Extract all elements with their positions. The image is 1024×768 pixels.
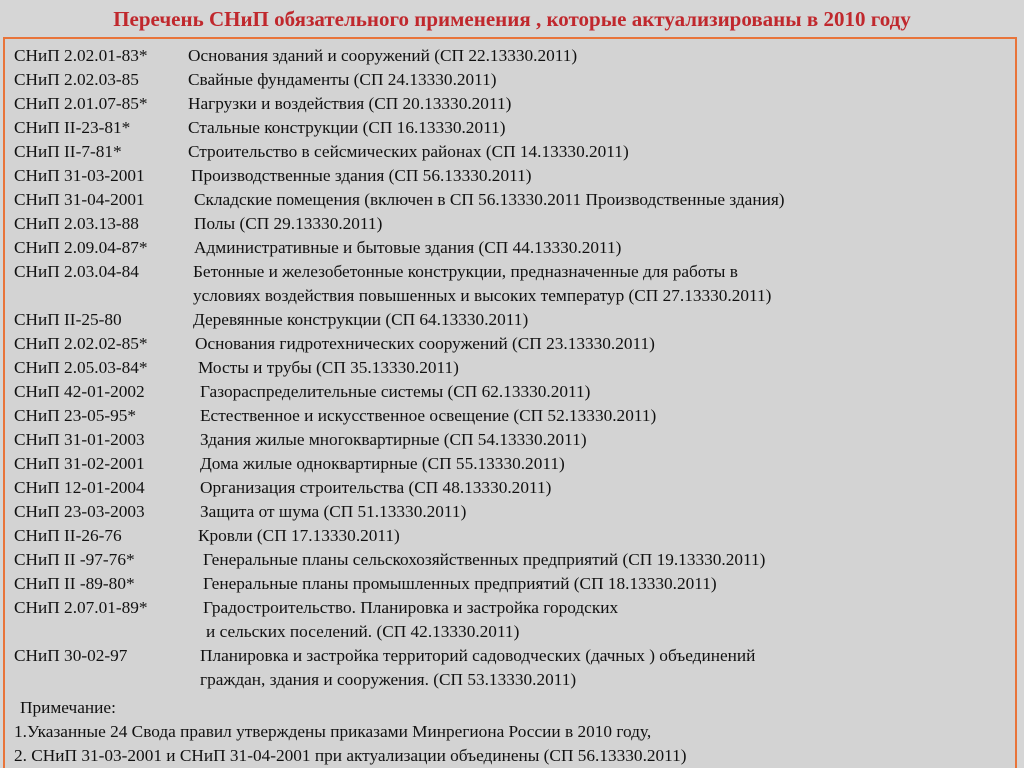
snip-description: Складские помещения (включен в СП 56.13330.2011 Производственные здания) <box>194 190 785 209</box>
snip-list <box>14 44 1004 768</box>
snip-description: Стальные конструкции (СП 16.13330.2011) <box>188 118 506 137</box>
list-item <box>14 452 1004 476</box>
snip-description: Дома жилые одноквартирные (СП 55.13330.2011) <box>200 454 565 473</box>
list-item <box>14 68 1004 92</box>
snip-description: Естественное и искусственное освещение (СП 52.13330.2011) <box>200 406 657 425</box>
snip-description: Строительство в сейсмических районах (СП 14.13330.2011) <box>188 142 629 161</box>
snip-code: СНиП 23-05-95* <box>14 406 137 425</box>
note-item: 2. СНиП 31-03-2001 и СНиП 31-04-2001 при актуализации объединены (СП 56.13330.2011) <box>14 746 687 765</box>
list-item <box>14 500 1004 524</box>
snip-code: СНиП II-26-76 <box>14 526 122 545</box>
list-item <box>14 548 1004 572</box>
list-item <box>14 308 1004 332</box>
list-item <box>14 92 1004 116</box>
snip-description: Здания жилые многоквартирные (СП 54.13330.2011) <box>200 430 587 449</box>
snip-code: СНиП 31-02-2001 <box>14 454 145 473</box>
snip-description-line2: граждан, здания и сооружения. (СП 53.13330.2011) <box>200 670 577 689</box>
snip-code: СНиП 2.09.04-87* <box>14 238 148 257</box>
snip-description: Защита от шума (СП 51.13330.2011) <box>200 502 467 521</box>
list-item <box>14 428 1004 452</box>
list-item <box>14 356 1004 380</box>
snip-description: Административные и бытовые здания (СП 44.13330.2011) <box>194 238 622 257</box>
snip-description-line2: условиях воздействия повышенных и высоких температур (СП 27.13330.2011) <box>193 286 772 305</box>
list-item <box>14 596 1004 644</box>
list-item <box>14 116 1004 140</box>
snip-code: СНиП 2.01.07-85* <box>14 94 148 113</box>
snip-code: СНиП 31-04-2001 <box>14 190 145 209</box>
snip-description: Генеральные планы сельскохозяйственных предприятий (СП 19.13330.2011) <box>203 550 766 569</box>
snip-description <box>193 260 771 308</box>
snip-code: СНиП 23-03-2003 <box>14 502 145 521</box>
list-item <box>14 380 1004 404</box>
snip-description: Мосты и трубы (СП 35.13330.2011) <box>198 358 459 377</box>
list-item <box>14 572 1004 596</box>
snip-description: Организация строительства (СП 48.13330.2011) <box>200 478 552 497</box>
snip-code: СНиП II -97-76* <box>14 550 135 569</box>
list-item <box>14 212 1004 236</box>
snip-description: Свайные фундаменты (СП 24.13330.2011) <box>188 70 497 89</box>
snip-description: Газораспределительные системы (СП 62.13330.2011) <box>200 382 591 401</box>
list-item <box>14 164 1004 188</box>
note-item: 1.Указанные 24 Свода правил утверждены приказами Минрегиона России в 2010 году, <box>14 722 652 741</box>
snip-description: Кровли (СП 17.13330.2011) <box>198 526 400 545</box>
snip-code: СНиП 42-01-2002 <box>14 382 145 401</box>
snip-description: Основания зданий и сооружений (СП 22.13330.2011) <box>188 46 578 65</box>
list-item <box>14 404 1004 428</box>
snip-description: Деревянные конструкции (СП 64.13330.2011) <box>193 310 529 329</box>
list-item <box>14 332 1004 356</box>
snip-description-line1: Градостроительство. Планировка и застройка городских <box>203 598 619 617</box>
snip-description: Полы (СП 29.13330.2011) <box>194 214 383 233</box>
snip-code: СНиП 2.03.13-88 <box>14 214 139 233</box>
snip-code: СНиП II-25-80 <box>14 310 122 329</box>
snip-description-line1: Бетонные и железобетонные конструкции, предназначенные для работы в <box>193 262 738 281</box>
list-item <box>14 44 1004 68</box>
snip-code: СНиП 2.02.02-85* <box>14 334 148 353</box>
list-item <box>14 644 1004 692</box>
list-item <box>14 260 1004 308</box>
snip-code: СНиП 12-01-2004 <box>14 478 145 497</box>
list-item <box>14 188 1004 212</box>
page-title: Перечень СНиП обязательного применения , которые актуализированы в 2010 году <box>113 7 911 31</box>
snip-description <box>200 644 755 692</box>
note-heading: Примечание: <box>20 698 116 717</box>
snip-description-line2: и сельских поселений. (СП 42.13330.2011) <box>206 622 520 641</box>
title-bar <box>0 0 1024 36</box>
list-item <box>14 236 1004 260</box>
snip-description: Основания гидротехнических сооружений (СП 23.13330.2011) <box>195 334 655 353</box>
list-item <box>14 140 1004 164</box>
snip-description: Нагрузки и воздействия (СП 20.13330.2011) <box>188 94 512 113</box>
snip-code: СНиП 2.07.01-89* <box>14 598 148 617</box>
snip-code: СНиП 31-03-2001 <box>14 166 145 185</box>
snip-code: СНиП II -89-80* <box>14 574 135 593</box>
snip-code: СНиП 2.03.04-84 <box>14 262 139 281</box>
snip-description <box>203 596 618 644</box>
snip-code: СНиП II-7-81* <box>14 142 122 161</box>
snip-code: СНиП II-23-81* <box>14 118 131 137</box>
snip-code: СНиП 30-02-97 <box>14 646 128 665</box>
snip-description: Производственные здания (СП 56.13330.2011) <box>191 166 532 185</box>
snip-description-line1: Планировка и застройка территорий садоводческих (дачных ) объединений <box>200 646 756 665</box>
snip-code: СНиП 31-01-2003 <box>14 430 145 449</box>
list-item <box>14 524 1004 548</box>
list-item <box>14 476 1004 500</box>
snip-description: Генеральные планы промышленных предприятий (СП 18.13330.2011) <box>203 574 717 593</box>
content-panel <box>3 37 1017 768</box>
snip-code: СНиП 2.05.03-84* <box>14 358 148 377</box>
snip-code: СНиП 2.02.01-83* <box>14 46 148 65</box>
snip-code: СНиП 2.02.03-85 <box>14 70 139 89</box>
